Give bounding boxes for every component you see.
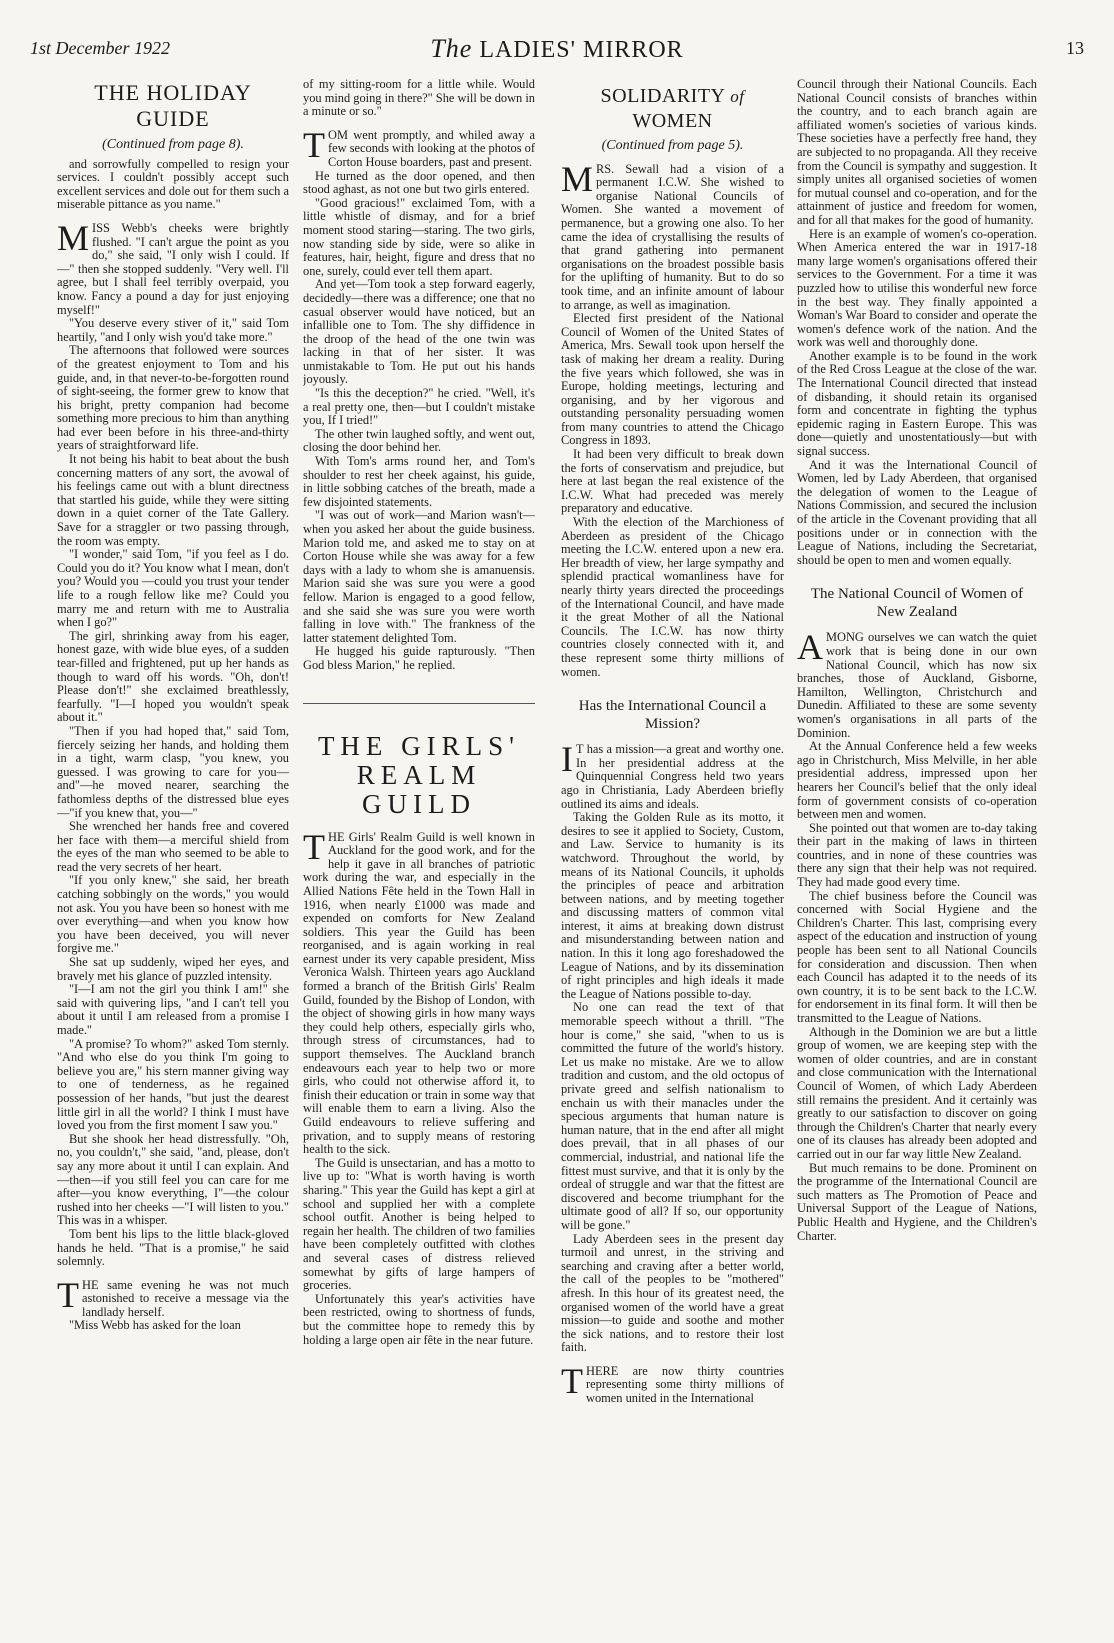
paragraph: Here is an example of women's co-operation. When America entered the war in 1917-18 many large women's organisations offered their services to the Government. For a time it was puzzled how to utilise this wonderful new force in the best way. They finally appointed a Woman's War Board to consider and operate the women's defence work of the nation. And the work was well and thoroughly done. bbox=[797, 226, 1037, 350]
title-part: of bbox=[730, 87, 745, 106]
title-part: WOMEN bbox=[632, 110, 713, 132]
title-line: REALM GUILD bbox=[356, 759, 482, 819]
issue-date: 1st December 1922 bbox=[30, 38, 170, 58]
paragraph: "A promise? To whom?" asked Tom sternly. "And who else do you think I'm going to believe you are," his stern manner giving way to one of tenderness, as he regained possession of her hands, "but just the dearest little girl in all the world? I think I must have loved you from the first moment I saw you." bbox=[57, 1036, 289, 1133]
article-title-solidarity bbox=[561, 84, 784, 133]
paragraph: and sorrowfully compelled to resign your services. I couldn't possibly accept such excellent services and dole out for them such a miserable pittance as you name." bbox=[57, 156, 289, 212]
article-title-holiday-guide: THE HOLIDAY GUIDE bbox=[94, 80, 252, 131]
paragraph: Council through their National Councils. Each National Council consists of branches within the country, and to each branch again are affiliated women's societies of various kinds. These societies have a perfectly free hand, they are subjected to no propaganda. All they receive from the Council is sympathy and suggestion. It simply unites all organised societies of women for mutual counsel and co-operation, and for the attainment of justice and freedom for women, and for all that makes for the good of humanity. bbox=[797, 78, 1037, 227]
paragraph: "I was out of work—and Marion wasn't—when you asked her about the guide business. Marion told me, and asked me to stay on at Corton House while she was away for a few days with a lady to whom she is amanuensis. Marion said she was sure you were a good fellow. Marion is engaged to a good fellow, and she said she was sure you were worth falling in love with." The frankness of the latter statement delighted Tom. bbox=[303, 508, 535, 645]
paragraph: MISS Webb's cheeks were brightly flushed. "I can't argue the point as you do," she said, "I only wish I could. If—" then she stopped suddenly. "Very well. I'll agree, but I shall feel terribly overpaid, you know. Fancy a pound a day for just enjoying myself!" bbox=[57, 217, 289, 317]
paragraph: THE same evening he was not much astonished to receive a message via the landlady herself. bbox=[57, 1274, 289, 1319]
paragraph: Elected first president of the National Council of Women of the United States of America, Mrs. Sewall took upon herself the task of making her dream a reality. During the five years which followed, she was in Europe, holding meetings, lecturing and organising, and by her vigorous and outstanding personality persuading women from many countries to attend the Chicago Congress in 1893. bbox=[561, 311, 784, 448]
paragraph: "You deserve every stiver of it," said Tom heartily, "and I only wish you'd take more." bbox=[57, 316, 289, 344]
paragraph: THERE are now thirty countries representing some thirty millions of women united in the International bbox=[561, 1360, 784, 1406]
article-title-girls-realm-guild bbox=[303, 732, 535, 819]
paragraph: But much remains to be done. Prominent on the programme of the International Council are such matters as The Promotion of Peace and Universal Support of the League of Nations, Public Health and Hygiene, and the Children's Charter. bbox=[797, 1160, 1037, 1243]
continued-note: (Continued from page 5). bbox=[601, 138, 744, 153]
paragraph: She sat up suddenly, wiped her eyes, and bravely met his glance of puzzled intensity. bbox=[57, 955, 289, 983]
paragraph: He turned as the door opened, and then stood aghast, as not one but two girls entered. bbox=[303, 168, 535, 197]
paragraph: The afternoons that followed were sources of the greatest enjoyment to Tom and his guide, and, in that never-to-be-forgotten round of sight-seeing, the former grew to know that his bright, pretty companion had become something more precious to him than anything had ever been before in his three-and-thirty years of straightforward life. bbox=[57, 343, 289, 453]
sub-heading-international-council: Has the International Council a Mission? bbox=[578, 698, 767, 733]
paragraph: "Miss Webb has asked for the loan bbox=[69, 1318, 241, 1333]
paragraph: "I wonder," said Tom, "if you feel as I do. Could you do it? You know what I mean, don't you? Would you —could you trust your tender life to a rough fellow like me? Could you marry me and return with me to Australia when I go?" bbox=[57, 547, 289, 630]
title-part: SOLIDARITY bbox=[600, 85, 725, 107]
paragraph: Tom bent his lips to the little black-gloved hands he held. "That is a promise," he said solemnly. bbox=[57, 1226, 289, 1269]
paragraph: Unfortunately this year's activities have been restricted, owing to shortness of funds, but the committee hope to remedy this by holding a large open air fête in the near future. bbox=[303, 1291, 535, 1347]
masthead bbox=[30, 34, 1084, 64]
title-line: THE GIRLS' bbox=[317, 730, 521, 761]
paragraph: IT has a mission—a great and worthy one. In her presidential address at the Quinquennial Congress held two years ago in Christiania, Lady Aberdeen briefly outlined its aims and ideals. bbox=[561, 739, 784, 811]
paragraph: No one can read the text of that memorable speech without a thrill. "The hour is come," she said, "when to us is committed the future of the world's history. Let us make no mistake. Are we to allow tradition and custom, and the old octopus of private greed and selfish nationalism to enchain us with their manacles under the specious arguments that human nature is human nature, that in the end after all might does prevail, that in all phases of our commercial, industrial, and national life the fittest must survive, and that it is only by the ordeal of struggle and war that the fittest are discovered and become triumphant for the ultimate good of all? If so, our opportunity will be gone." bbox=[561, 1000, 784, 1232]
paragraph: AMONG ourselves we can watch the quiet work that is being done in our own National Council, which has now six branches, those of Auckland, Gisborne, Hamilton, Wellington, Christchurch and Dunedin. Affiliated to these are some seventy women's organisations in all parts of the Dominion. bbox=[797, 627, 1037, 740]
column-2 bbox=[303, 78, 535, 1638]
paragraph: With the election of the Marchioness of Aberdeen as president of the Chicago meeting the I.C.W. entered upon a new era. Her breadth of view, her large sympathy and splendid practical womanliness have for nearly thirty years directed the proceedings of the International Council, and have made it the great Mother of all the National Councils. The I.C.W. has now thirty countries closely connected with it, and these represent some thirty millions of women. bbox=[561, 515, 784, 679]
paragraph: "Then if you had hoped that," said Tom, fiercely seizing her hands, and holding them in a tight, warm clasp, "you knew, you guessed. I was growing to care for you—and"—he moved nearer, searching the fathomless depths of the distressed blue eyes—"if you knew that, you—" bbox=[57, 723, 289, 820]
paragraph: The girl, shrinking away from his eager, honest gaze, with wide blue eyes, of a sudden tear-filled and frightened, put up her hands as though to ward off his words. "Oh, don't! Please don't!" she exclaimed breathlessly, fearfully. "I—I hoped you wouldn't speak about it." bbox=[57, 628, 289, 725]
paragraph: of my sitting-room for a little while. Would you mind going in there?" She will be down in a minute or so." bbox=[303, 78, 535, 119]
page-number: 13 bbox=[1066, 38, 1084, 58]
paragraph: She wrenched her hands free and covered her face with them—a merciful shield from the eyes of the man who seemed to be able to read the very secrets of her heart. bbox=[57, 819, 289, 874]
paragraph: Lady Aberdeen sees in the present day turmoil and unrest, in the striving and searching and craving after a better world, the call of the peoples to be "mothered" afresh. In this hour of its greatest need, the organised women of the world have a great mission—to guide and soothe and mother the sick nations, and to restore their lost faith. bbox=[561, 1231, 784, 1355]
column-3 bbox=[561, 78, 784, 1638]
paragraph: And it was the International Council of Women, led by Lady Aberdeen, that organised the delegation of women to the League of Nations Commission, and secured the inclusion of the article in the Covenant providing that all positions under or in connection with the League of Nations, including the Secretariat, should be open to men and women equally. bbox=[797, 457, 1037, 567]
paragraph: TOM went promptly, and whiled away a few seconds with looking at the photos of Corton House boarders, past and present. bbox=[303, 124, 535, 169]
paragraph: But she shook her head distressfully. "Oh, no, you couldn't," she said, "and, please, don't say any more about it until I can explain. And—then—if you still feel you can care for me after—you know everything, I"—the colour rushed into her cheeks —"I will listen to you." This was in a whisper. bbox=[57, 1131, 289, 1228]
paragraph: "Is this the deception?" he cried. "Well, it's a real pretty one, then—but I couldn't mistake you, If I tried!" bbox=[303, 386, 535, 428]
paragraph: At the Annual Conference held a few weeks ago in Christchurch, Miss Melville, in her able presidential address, impressed upon her hearers her Council's belief that the only ideal form of government consists of co-operation between men and women. bbox=[797, 739, 1037, 822]
paragraph: And yet—Tom took a step forward eagerly, decidedly—there was a difference; one that no casual observer would have noticed, but an infallible one to Tom. The shy diffidence in the droop of the head of the one twin was lacking in that of her sister. It was unmistakable to Tom. He put out his hands joyously. bbox=[303, 277, 535, 387]
paragraph: The chief business before the Council was concerned with Social Hygiene and the Children's Charter. This last, comprising every aspect of the education and instruction of young people has been sent to all National Councils for consideration and discussion. Then when each Council has adapted it to the needs of its own country, it is to be sent back to the I.C.W. for endorsement in its final form. It will then be transmitted to the League of Nations. bbox=[797, 888, 1037, 1025]
sub-heading-nz-council: The National Council of Women of New Zealand bbox=[810, 586, 1024, 621]
column-1 bbox=[57, 78, 289, 1638]
masthead-the: The bbox=[430, 34, 473, 63]
paragraph: "I—I am not the girl you think I am!" she said with quivering lips, "and I can't tell you about it until I am released from a promise I made." bbox=[57, 982, 289, 1037]
paragraph: She pointed out that women are to-day taking their part in the making of laws in thirteen countries, and in none of these countries was there any sign that their help was not required. They had made good every time. bbox=[797, 820, 1037, 890]
paragraph: THE Girls' Realm Guild is well known in Auckland for the good work, and for the help it gave in all branches of patriotic work during the war, and especially in the Allied Nations Fête held in the Town Hall in 1916, when nearly £1000 was made and expended on comforts for New Zealand soldiers. This year the Guild has been reorganised, and is again working in real earnest under its very capable president, Miss Veronica Walsh. Thirteen years ago Auckland formed a branch of the British Girls' Realm Guild, founded by the Bishop of London, with the object of showing girls in how many ways they could help others, especially girls who, through stress of circumstances, had to support themselves. The Auckland branch endeavours each year to help two or more girls, who could not otherwise afford it, to finish their education or train in some way that will enable them to earn a living. Also the Guild endeavours to relieve suffering and privation, and to supply means of restoring health to the sick. bbox=[303, 826, 535, 1157]
paragraph: "If you only knew," she said, her breath catching sobbingly on the words," you would not ask. You you have been so honest with me over everything—and when you know how you have been deceived, you will never forgive me." bbox=[57, 873, 289, 956]
paragraph: Taking the Golden Rule as its motto, it desires to see it applied to Society, Custom, and Law. Service to humanity is its watchword. Throughout the world, by means of its National Councils, it upholds the principles of peace and arbitration between nations, and by meeting together and discussing matters of common vital interest, it aims at breaking down distrust and misunderstanding between nation and nation. In this it long ago foreshadowed the League of Nations, and by its dissemination of right principles and high ideals it made the League of Nations possible to-day. bbox=[561, 810, 784, 1001]
divider bbox=[303, 703, 535, 704]
paragraph: It had been very difficult to break down the forts of conservatism and prejudice, but here at last began the real existence of the I.C.W. What had preceded was merely preparatory and educative. bbox=[561, 447, 784, 516]
paragraph: MRS. Sewall had a vision of a permanent I.C.W. She wished to organise National Councils of Women. She wanted a movement of permanence, but a growing one also. To her came the idea of crystallising the results of that grand gathering into permanent organisations on the broadest possible basis for the uplifting of humanity. But to do so took time, and an infinite amount of labour to arrange, as well as imagination. bbox=[561, 158, 784, 312]
continued-note: (Continued from page 8). bbox=[102, 137, 244, 152]
paragraph: "Good gracious!" exclaimed Tom, with a little whistle of dismay, and for a brief moment stood staring—staring. The two girls, now standing side by side, were so alike in features, hair, height, figure and dress that no one, surely, could ever tell them apart. bbox=[303, 195, 535, 278]
paragraph: The other twin laughed softly, and went out, closing the door behind her. bbox=[303, 426, 535, 455]
paragraph: The Guild is unsectarian, and has a motto to live up to: "What is worth having is worth sharing." This year the Guild has kept a girl at school and supplied her with a complete school outfit. Another is being helped to regain her health. The children of two families have been completely outfitted with clothes and several cases of distress relieved somewhat by gifts of large hampers of groceries. bbox=[303, 1155, 535, 1293]
paragraph: Another example is to be found in the work of the Red Cross League at the close of the war. The International Council directed that instead of disbanding, it should retain its organised form and concentrate in fighting the typhus epidemic raging in Eastern Europe. This was done—quietly and unostentatiously—but with signal success. bbox=[797, 348, 1037, 459]
page-header bbox=[30, 34, 1084, 74]
paragraph: He hugged his guide rapturously. "Then God bless Marion," he replied. bbox=[303, 644, 535, 672]
paragraph: With Tom's arms round her, and Tom's shoulder to rest her cheek against, his guide, in little sobbing catches of the breath, made a few disjointed statements. bbox=[303, 454, 535, 509]
masthead-name: LADIES' MIRROR bbox=[479, 37, 684, 63]
paragraph: Although in the Dominion we are but a little group of women, we are keeping step with the women of older countries, and are in constant and close communication with the International Council of Women, of which Lady Aberdeen still remains the president. And it certainly was greatly to our satisfaction to discover on going through the Children's Charter that nearly every one of its clauses has already been adopted and carried out in our far way little New Zealand. bbox=[797, 1024, 1037, 1161]
column-4 bbox=[797, 78, 1037, 1638]
paragraph: It not being his habit to beat about the bush concerning matters of any sort, the avowal of his feelings came out with a blunt directness that startled his guide, while they were sitting down in a quiet corner of the Tate Gallery. Save for a straggler or two passing through, the room was empty. bbox=[57, 452, 289, 548]
